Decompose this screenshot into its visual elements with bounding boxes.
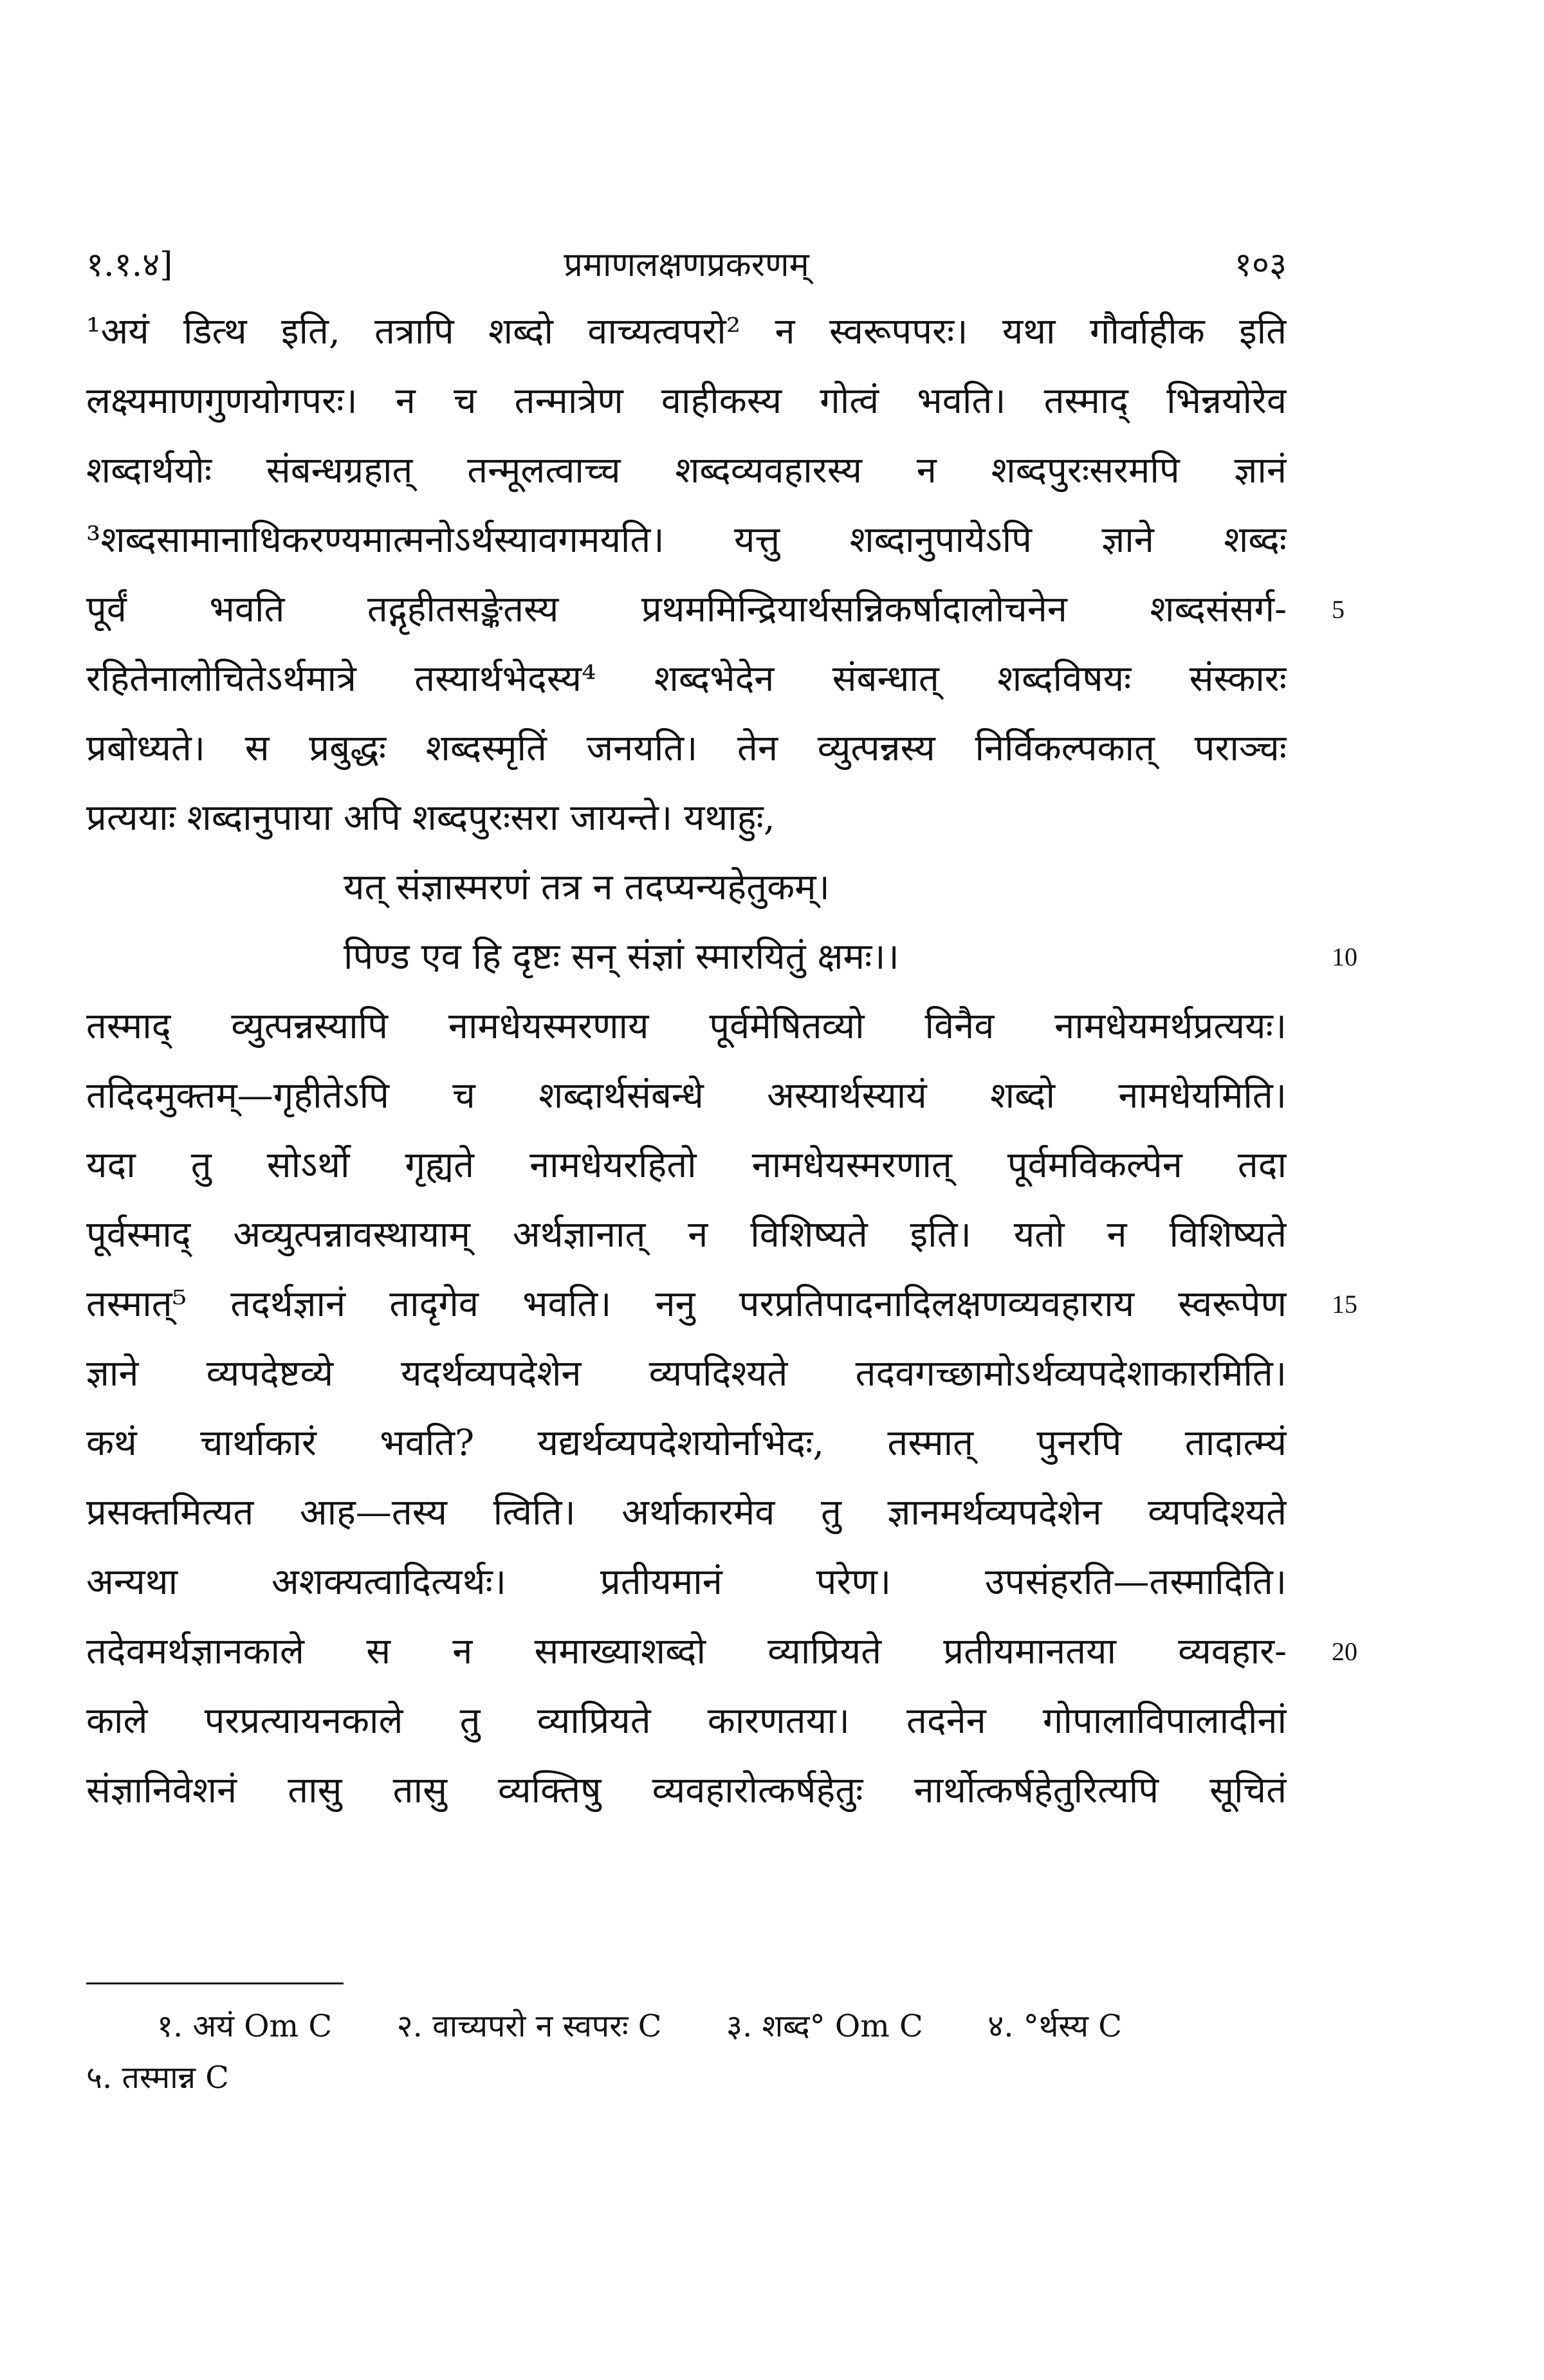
text-line: तस्मात्⁵ तदर्थज्ञानं तादृगेव भवति। ननु परप्रतिपादनादिलक्षणव्यवहाराय स्वरूपेण (86, 1283, 1287, 1325)
footnote-1: १. अयं Om C (157, 2008, 333, 2044)
text-line: पूर्वस्माद् अव्युत्पन्नावस्थायाम् अर्थज्ञानात् न विशिष्यते इति। यतो न विशिष्यते (86, 1214, 1287, 1256)
text-line: तस्माद् व्युत्पन्नस्यापि नामधेयस्मरणाय पूर्वमेषितव्यो विनैव नामधेयमर्थप्रत्ययः। (86, 1005, 1287, 1047)
text-line: यदा तु सोऽर्थो गृह्यते नामधेयरहितो नामधेयस्मरणात् पूर्वमविकल्पेन तदा (86, 1144, 1287, 1186)
section-number: १.१.४] (86, 246, 173, 284)
line-number: 5 (1332, 595, 1345, 624)
text-line: ³शब्दसामानाधिकरण्यमात्मनोऽर्थस्यावगमयति। यत्तु शब्दानुपायेऽपि ज्ञाने शब्दः (86, 519, 1287, 561)
main-text (86, 297, 1287, 1826)
text-line: प्रसक्तमित्यत आह—तस्य त्विति। अर्थाकारमेव तु ज्ञानमर्थव्यपदेशेन व्यपदिश्यते (86, 1492, 1287, 1533)
text-line: संज्ञानिवेशनं तासु तासु व्यक्तिषु व्यवहारोत्कर्षहेतुः नार्थोत्कर्षहेतुरित्यपि सूचितं (86, 1770, 1287, 1811)
line-number: 15 (1332, 1290, 1357, 1319)
text-line: शब्दार्थयोः संबन्धग्रहात् तन्मूलत्वाच्च शब्दव्यवहारस्य न शब्दपुरःसरमपि ज्ञानं (86, 450, 1287, 491)
running-head (86, 239, 1287, 291)
text-line: कथं चार्थाकारं भवति? यद्यर्थव्यपदेशयोर्नाभेदः, तस्मात् पुनरपि तादात्म्यं (86, 1422, 1287, 1464)
line-number: 10 (1332, 942, 1357, 971)
footnote-5: ५. तस्मान्न C (86, 2060, 229, 2096)
footnote-2: २. वाच्यपरो न स्वपरः C (396, 2008, 662, 2044)
verse-line: यत् संज्ञास्मरणं तत्र न तदप्यन्यहेतुकम्। (344, 866, 830, 908)
text-line: लक्ष्यमाणगुणयोगपरः। न च तन्मात्रेण वाहीकस्य गोत्वं भवति। तस्माद् भिन्नयोरेव (86, 380, 1287, 422)
text-line: अन्यथा अशक्यत्वादित्यर्थः। प्रतीयमानं परेण। उपसंहरति—तस्मादिति। (86, 1561, 1287, 1603)
text-line: ज्ञाने व्यपदेष्टव्ये यदर्थव्यपदेशेन व्यपदिश्यते तदवगच्छामोऽर्थव्यपदेशाकारमिति। (86, 1353, 1287, 1395)
footnote-3: ३. शब्द° Om C (726, 2008, 923, 2044)
text-line: रहितेनालोचितेऽर्थमात्रे तस्यार्थभेदस्य⁴ शब्दभेदेन संबन्धात् शब्दविषयः संस्कारः (86, 658, 1287, 700)
text-line: प्रत्ययाः शब्दानुपाया अपि शब्दपुरःसरा जायन्ते। यथाहुः, (86, 797, 775, 839)
text-line: ¹अयं डित्थ इति, तत्रापि शब्दो वाच्यत्वपरो² न स्वरूपपरः। यथा गौर्वाहीक इति (86, 311, 1287, 352)
footnote-4: ४. °र्थस्य C (988, 2008, 1122, 2044)
chapter-title: प्रमाणलक्षणप्रकरणम् (564, 246, 809, 284)
footnote-rule (86, 1982, 344, 1984)
verse-line: पिण्ड एव हि दृष्टः सन् संज्ञां स्मारयितुं क्षमः।। (344, 936, 899, 978)
text-line: पूर्वं भवति तद्गृहीतसङ्केतस्य प्रथममिन्द्रियार्थसन्निकर्षादालोचनेन शब्दसंसर्ग- (86, 589, 1287, 630)
line-number: 20 (1332, 1637, 1357, 1666)
page-number: १०३ (1234, 246, 1287, 284)
text-line: तदिदमुक्तम्—गृहीतेऽपि च शब्दार्थसंबन्धे अस्यार्थस्यायं शब्दो नामधेयमिति। (86, 1075, 1287, 1117)
text-line: प्रबोध्यते। स प्रबुद्धः शब्दस्मृतिं जनयति। तेन व्युत्पन्नस्य निर्विकल्पकात् पराञ्चः (86, 728, 1287, 769)
footnotes (86, 2000, 1287, 2103)
text-line: काले परप्रत्यायनकाले तु व्याप्रियते कारणतया। तदनेन गोपालाविपालादीनां (86, 1700, 1287, 1742)
text-line: तदेवमर्थज्ञानकाले स न समाख्याशब्दो व्याप्रियते प्रतीयमानतया व्यवहार- (86, 1631, 1287, 1672)
